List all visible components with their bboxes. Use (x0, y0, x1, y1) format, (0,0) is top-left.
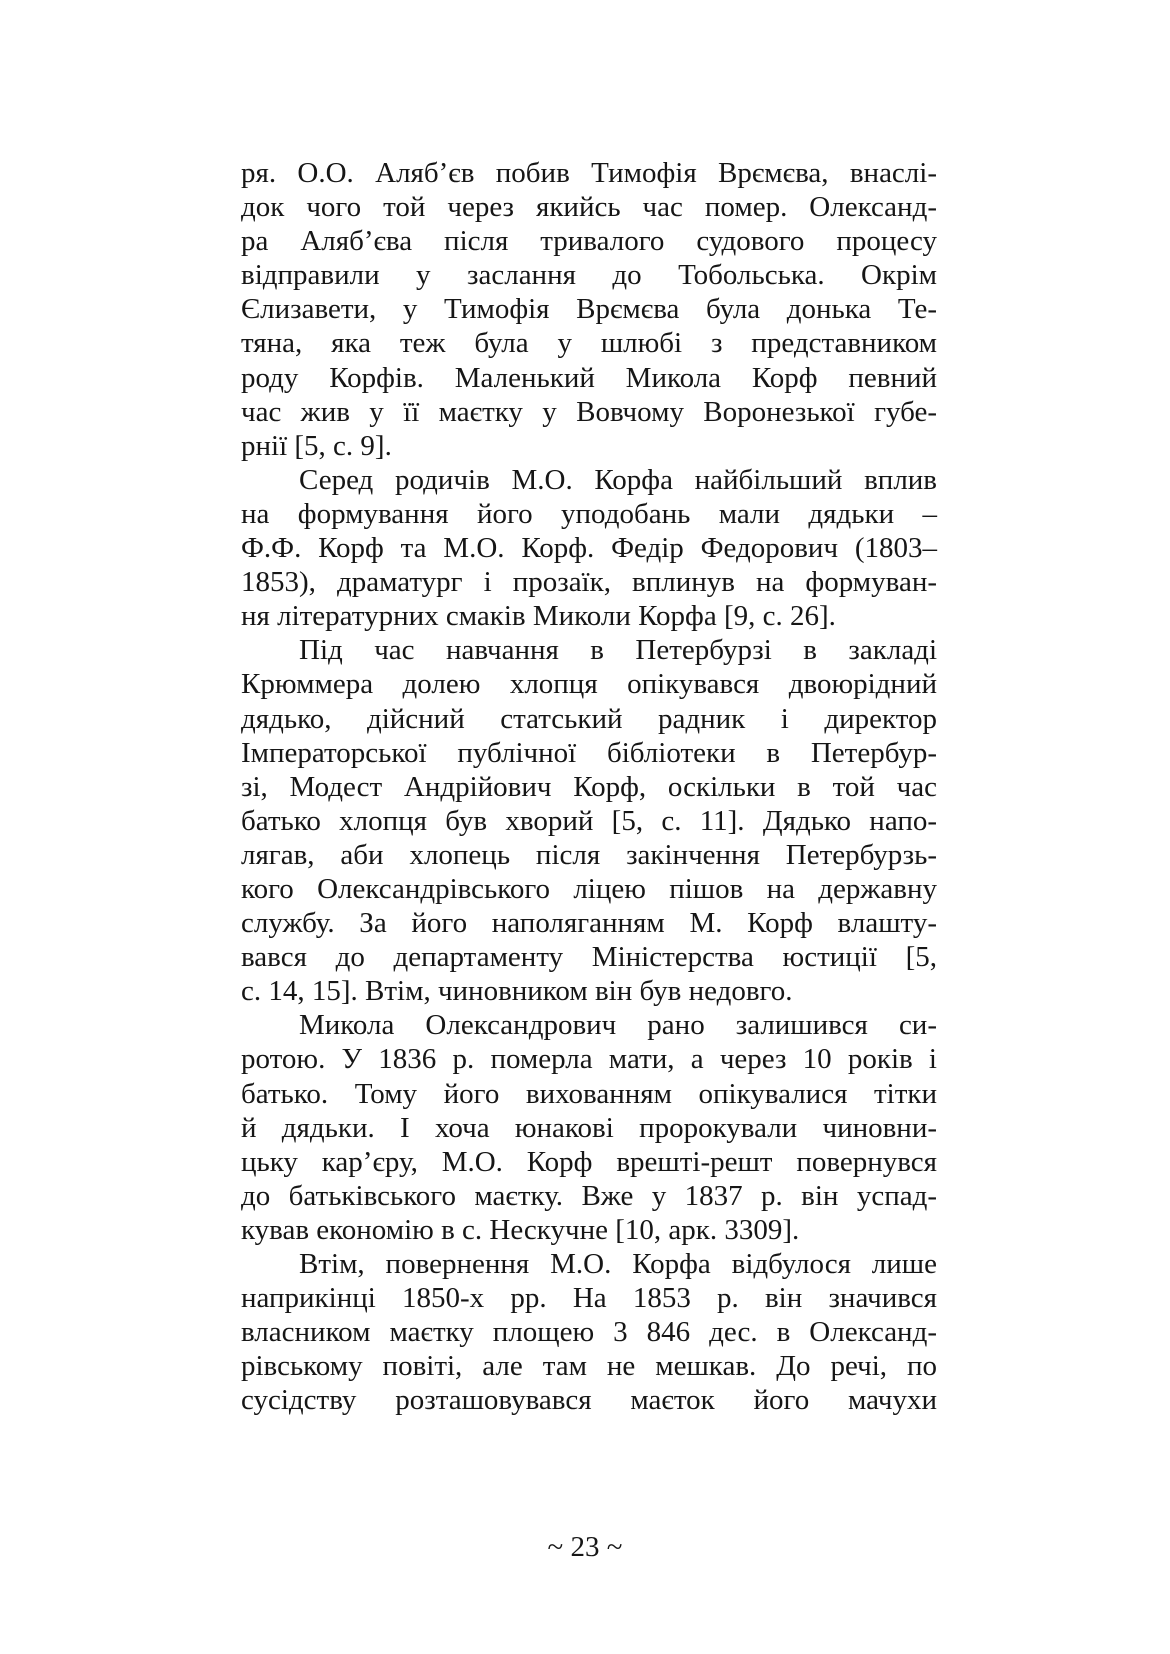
text-line: рівському повіті, але там не мешкав. До речі, по (241, 1350, 937, 1383)
text-line: рнії [5, с. 9]. (241, 429, 392, 462)
text-line: ня літературних смаків Миколи Корфа [9, с. 26]. (241, 600, 836, 633)
text-line: Єлизавети, у Тимофія Врємєва була донька Те- (241, 293, 937, 326)
page-number: ~ 23 ~ (547, 1531, 623, 1563)
text-line: Микола Олександрович рано залишився си- (299, 1009, 937, 1042)
text-line: дядько, дійсний статський радник і директор (241, 702, 937, 735)
text-line: службу. За його наполяганням М. Корф влашту- (241, 907, 937, 940)
text-line: на формування його уподобань мали дядьки – (241, 497, 937, 530)
text-line: роду Корфів. Маленький Микола Корф певний (241, 361, 937, 394)
text-line: 1853), драматург і прозаїк, вплинув на формуван- (241, 566, 937, 599)
text-line: кого Олександрівського ліцею пішов на державну (241, 872, 937, 905)
text-line: с. 14, 15]. Втім, чиновником він був недовго. (241, 975, 793, 1008)
text-line: відправили у заслання до Тобольська. Окрім (241, 259, 937, 292)
text-line: тяна, яка теж була у шлюбі з представником (241, 327, 937, 360)
text-line: час жив у її маєтку у Вовчому Воронезької губе- (241, 395, 937, 428)
text-line: ра Аляб’єва після тривалого судового процесу (241, 225, 937, 258)
text-line: батько хлопця був хворий [5, с. 11]. Дядько напо- (241, 804, 937, 837)
text-line: лягав, аби хлопець після закінчення Петербурзь- (241, 838, 937, 871)
text-line: зі, Модест Андрійович Корф, оскільки в той час (241, 770, 937, 803)
text-line: батько. Тому його вихованням опікувалися тітки (241, 1077, 937, 1110)
text-line: Втім, повернення М.О. Корфа відбулося лише (299, 1248, 937, 1280)
text-line: кував економію в с. Нескучне [10, арк. 3309]. (241, 1213, 800, 1246)
text-line: ря. О.О. Аляб’єв побив Тимофія Врємєва, внаслі- (241, 157, 937, 189)
text-line: наприкінці 1850-х рр. На 1853 р. він значився (241, 1282, 937, 1315)
paragraph (241, 463, 937, 633)
text-line: сусідству розташовувався маєток його мачухи (241, 1384, 937, 1417)
text-line: Крюммера долею хлопця опікувався двоюрідний (241, 668, 937, 701)
text-line: Імператорської публічної бібліотеки в Петербур- (241, 736, 937, 769)
text-line: цьку кар’єру, М.О. Корф врешті-решт повернувся (241, 1145, 937, 1178)
text-line: ротою. У 1836 р. померла мати, а через 10 років і (241, 1043, 937, 1076)
page-body (241, 156, 937, 1417)
text-line: до батьківського маєтку. Вже у 1837 р. він успад- (241, 1179, 937, 1212)
text-line: Ф.Ф. Корф та М.О. Корф. Федір Федорович (1803– (241, 532, 937, 565)
paragraph (241, 156, 937, 463)
paragraph (241, 1247, 937, 1417)
text-line: Під час навчання в Петербурзі в закладі (299, 634, 937, 667)
text-line: док чого той через якийсь час помер. Олександ- (241, 191, 937, 224)
paragraph (241, 1008, 937, 1247)
text-line: вався до департаменту Міністерства юстиції [5, (241, 941, 937, 974)
paragraph (241, 633, 937, 1008)
text-line: й дядьки. І хоча юнакові пророкували чиновни- (241, 1111, 937, 1144)
text-line: Серед родичів М.О. Корфа найбільший вплив (299, 463, 937, 496)
text-line: власником маєтку площею 3 846 дес. в Олександ- (241, 1316, 937, 1349)
